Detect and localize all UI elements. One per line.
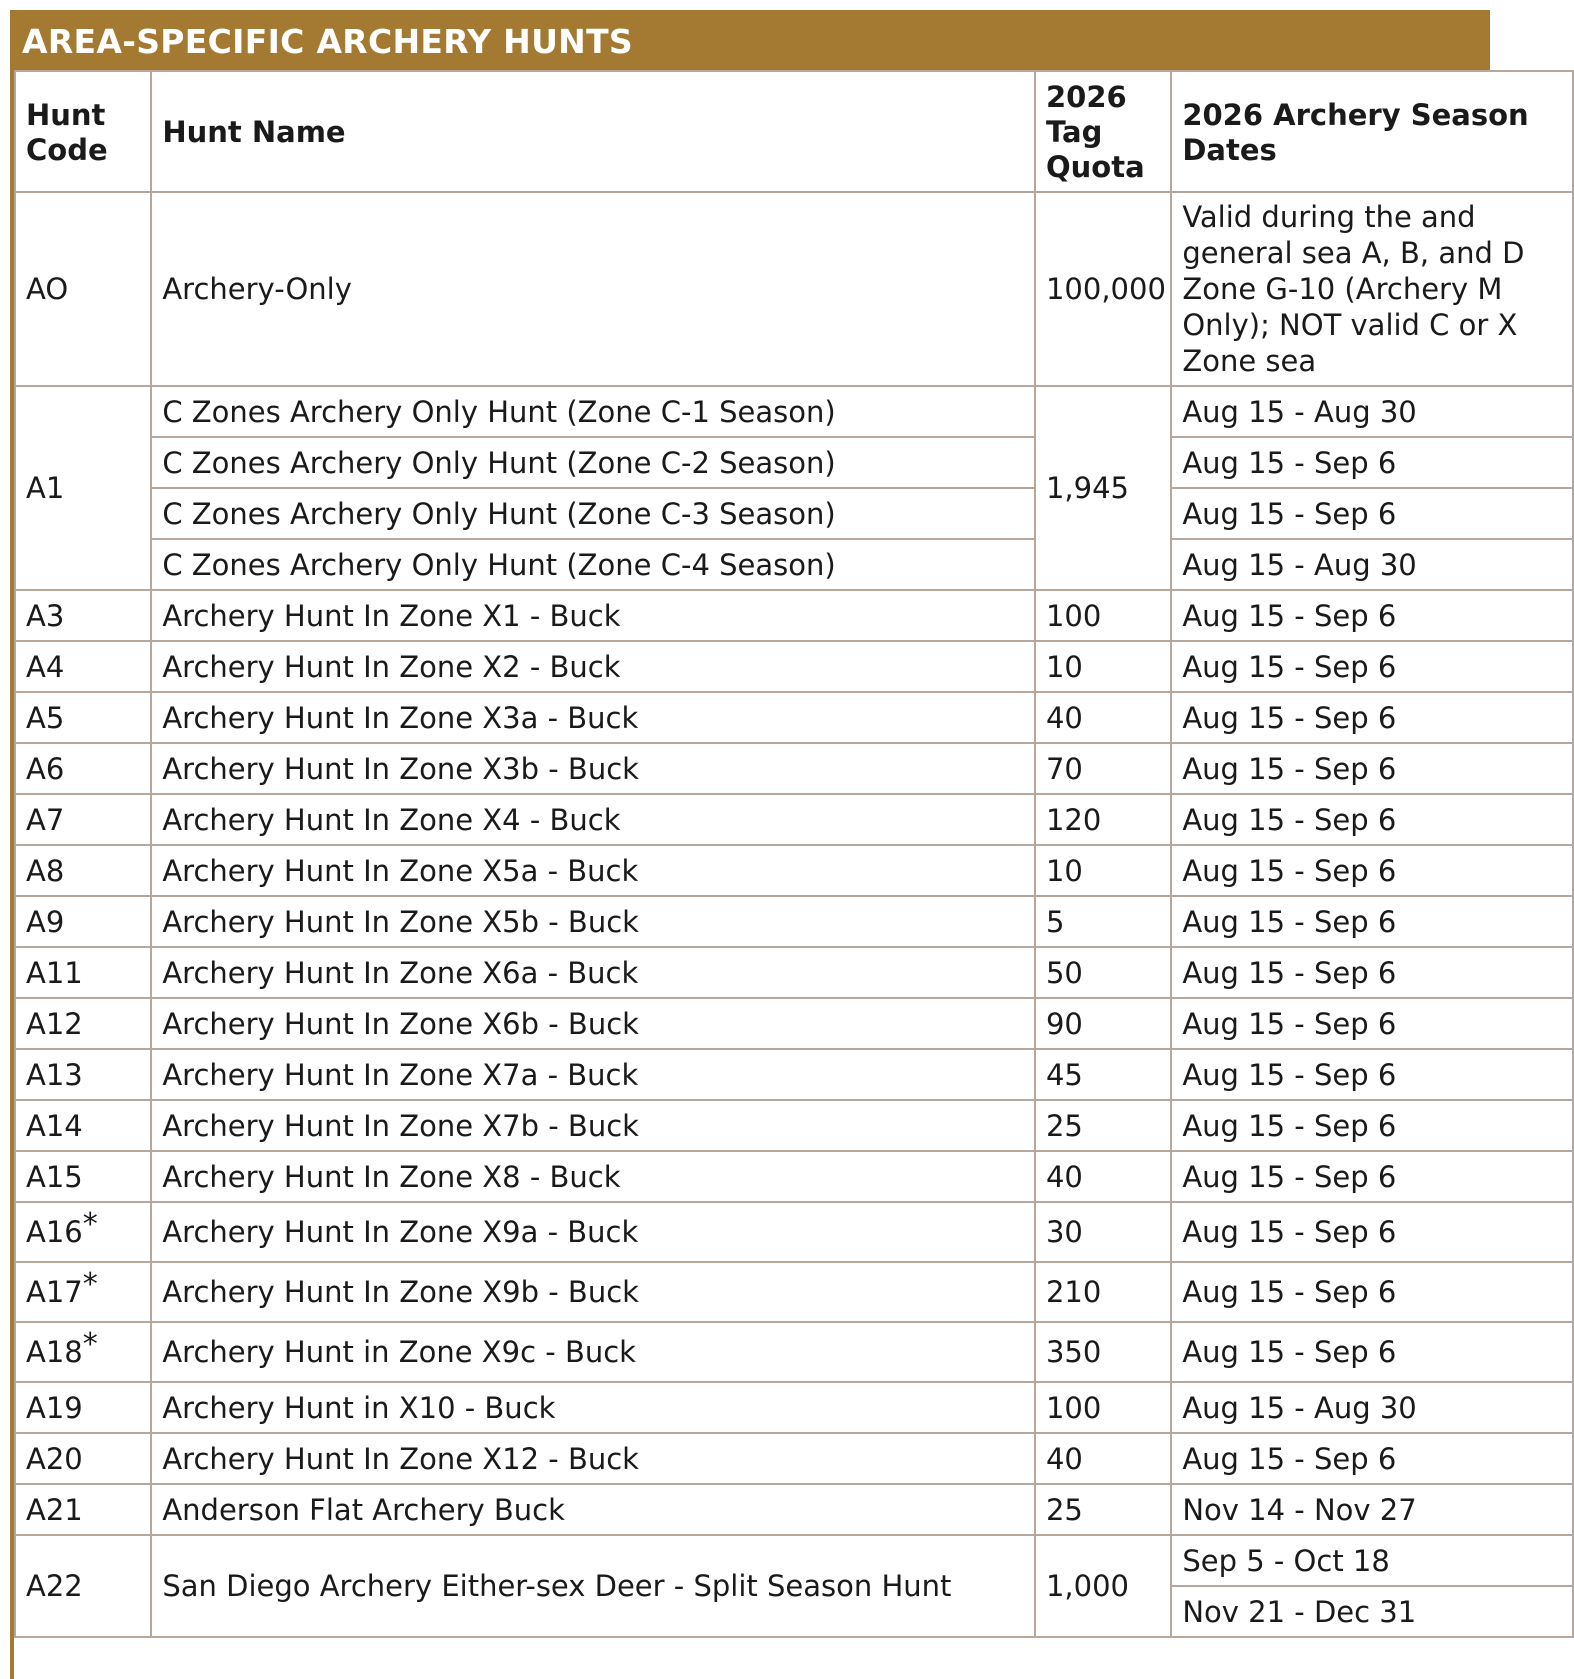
hunt-name-cell: Archery Hunt In Zone X6b - Buck xyxy=(151,998,1035,1049)
table-row xyxy=(15,1100,1573,1151)
header-tag-quota: 2026 Tag Quota xyxy=(1035,71,1171,192)
hunt-name-cell: Archery Hunt In Zone X9b - Buck xyxy=(151,1262,1035,1322)
season-dates-cell: Aug 15 - Sep 6 xyxy=(1171,998,1573,1049)
panel-title: AREA-SPECIFIC ARCHERY HUNTS xyxy=(14,14,1490,70)
tag-quota-cell: 45 xyxy=(1035,1049,1171,1100)
table-row xyxy=(15,539,1573,590)
hunt-code-cell: AO xyxy=(15,192,151,386)
tag-quota-cell: 30 xyxy=(1035,1202,1171,1262)
hunt-name-cell: San Diego Archery Either-sex Deer - Split Season Hunt xyxy=(151,1535,1035,1637)
tag-quota-cell: 1,000 xyxy=(1035,1535,1171,1637)
table-row xyxy=(15,947,1573,998)
hunt-name-cell: Archery-Only xyxy=(151,192,1035,386)
tag-quota-cell: 40 xyxy=(1035,1151,1171,1202)
tag-quota-cell: 25 xyxy=(1035,1484,1171,1535)
hunt-code-text: A16 xyxy=(26,1215,83,1249)
hunt-code-text: A18 xyxy=(26,1335,83,1369)
tag-quota-cell: 40 xyxy=(1035,692,1171,743)
season-dates-cell: Aug 15 - Sep 6 xyxy=(1171,641,1573,692)
hunt-code-cell: A13 xyxy=(15,1049,151,1100)
table-row xyxy=(15,1382,1573,1433)
hunt-code-cell xyxy=(15,1262,151,1322)
hunt-code-cell: A19 xyxy=(15,1382,151,1433)
header-hunt-code: Hunt Code xyxy=(15,71,151,192)
table-row xyxy=(15,437,1573,488)
hunt-code-cell: A6 xyxy=(15,743,151,794)
tag-quota-cell: 100,000 xyxy=(1035,192,1171,386)
table-row xyxy=(15,641,1573,692)
table-row xyxy=(15,1202,1573,1262)
tag-quota-cell: 25 xyxy=(1035,1100,1171,1151)
hunt-name-cell: Archery Hunt In Zone X7a - Buck xyxy=(151,1049,1035,1100)
footnote-marker: * xyxy=(82,1207,98,1242)
hunt-code-cell: A20 xyxy=(15,1433,151,1484)
table-row xyxy=(15,1535,1573,1586)
hunt-code-text: A17 xyxy=(26,1275,83,1309)
table-row xyxy=(15,488,1573,539)
table-row xyxy=(15,1262,1573,1322)
table-row xyxy=(15,192,1573,386)
season-dates-cell: Sep 5 - Oct 18 xyxy=(1171,1535,1573,1586)
hunt-name-cell: Archery Hunt In Zone X12 - Buck xyxy=(151,1433,1035,1484)
hunt-code-cell: A8 xyxy=(15,845,151,896)
tag-quota-cell: 1,945 xyxy=(1035,386,1171,590)
hunt-name-cell: Archery Hunt In Zone X7b - Buck xyxy=(151,1100,1035,1151)
season-dates-cell: Aug 15 - Sep 6 xyxy=(1171,1433,1573,1484)
hunt-name-cell: Archery Hunt In Zone X3b - Buck xyxy=(151,743,1035,794)
hunt-name-cell: Archery Hunt in Zone X9c - Buck xyxy=(151,1322,1035,1382)
tag-quota-cell: 210 xyxy=(1035,1262,1171,1322)
hunt-code-cell: A4 xyxy=(15,641,151,692)
hunt-name-cell: Archery Hunt In Zone X5b - Buck xyxy=(151,896,1035,947)
season-dates-cell: Aug 15 - Sep 6 xyxy=(1171,845,1573,896)
season-dates-cell: Aug 15 - Sep 6 xyxy=(1171,488,1573,539)
tag-quota-cell: 5 xyxy=(1035,896,1171,947)
season-dates-cell: Aug 15 - Sep 6 xyxy=(1171,794,1573,845)
hunt-name-cell: Archery Hunt In Zone X5a - Buck xyxy=(151,845,1035,896)
hunt-name-cell: C Zones Archery Only Hunt (Zone C-4 Season) xyxy=(151,539,1035,590)
hunt-code-cell: A21 xyxy=(15,1484,151,1535)
hunt-name-cell: Anderson Flat Archery Buck xyxy=(151,1484,1035,1535)
season-dates-cell: Nov 21 - Dec 31 xyxy=(1171,1586,1573,1637)
table-row xyxy=(15,386,1573,437)
season-dates-cell: Aug 15 - Aug 30 xyxy=(1171,386,1573,437)
hunt-name-cell: Archery Hunt In Zone X9a - Buck xyxy=(151,1202,1035,1262)
tag-quota-cell: 10 xyxy=(1035,641,1171,692)
table-row xyxy=(15,794,1573,845)
hunt-name-cell: Archery Hunt In Zone X6a - Buck xyxy=(151,947,1035,998)
season-dates-cell: Aug 15 - Sep 6 xyxy=(1171,1262,1573,1322)
hunts-table xyxy=(14,70,1574,1638)
hunt-name-cell: Archery Hunt In Zone X3a - Buck xyxy=(151,692,1035,743)
table-row xyxy=(15,845,1573,896)
hunt-name-cell: C Zones Archery Only Hunt (Zone C-2 Season) xyxy=(151,437,1035,488)
archery-hunts-panel xyxy=(10,10,1529,1679)
tag-quota-cell: 100 xyxy=(1035,1382,1171,1433)
season-dates-cell: Aug 15 - Sep 6 xyxy=(1171,947,1573,998)
table-row xyxy=(15,1049,1573,1100)
tag-quota-cell: 50 xyxy=(1035,947,1171,998)
season-dates-cell: Aug 15 - Sep 6 xyxy=(1171,1322,1573,1382)
season-dates-cell: Aug 15 - Sep 6 xyxy=(1171,1100,1573,1151)
footnote-marker: * xyxy=(82,1267,98,1302)
hunt-name-cell: C Zones Archery Only Hunt (Zone C-1 Season) xyxy=(151,386,1035,437)
season-dates-cell: Aug 15 - Sep 6 xyxy=(1171,896,1573,947)
season-dates-cell: Aug 15 - Aug 30 xyxy=(1171,1382,1573,1433)
hunt-code-cell: A22 xyxy=(15,1535,151,1637)
hunt-code-cell: A11 xyxy=(15,947,151,998)
table-row xyxy=(15,590,1573,641)
hunt-code-cell: A7 xyxy=(15,794,151,845)
hunt-code-cell: A5 xyxy=(15,692,151,743)
footnote-marker: * xyxy=(82,1327,98,1362)
hunt-code-cell: A1 xyxy=(15,386,151,590)
season-dates-cell: Aug 15 - Sep 6 xyxy=(1171,1151,1573,1202)
season-dates-cell: Aug 15 - Sep 6 xyxy=(1171,692,1573,743)
hunt-name-cell: Archery Hunt In Zone X8 - Buck xyxy=(151,1151,1035,1202)
table-row xyxy=(15,692,1573,743)
hunt-code-cell: A14 xyxy=(15,1100,151,1151)
season-dates-cell: Aug 15 - Sep 6 xyxy=(1171,1202,1573,1262)
table-row xyxy=(15,1433,1573,1484)
header-season-dates: 2026 Archery Season Dates xyxy=(1171,71,1573,192)
header-row xyxy=(15,71,1573,192)
header-hunt-name: Hunt Name xyxy=(151,71,1035,192)
hunt-name-cell: C Zones Archery Only Hunt (Zone C-3 Season) xyxy=(151,488,1035,539)
table-row xyxy=(15,896,1573,947)
hunt-code-cell: A9 xyxy=(15,896,151,947)
tag-quota-cell: 70 xyxy=(1035,743,1171,794)
tag-quota-cell: 120 xyxy=(1035,794,1171,845)
season-dates-cell: Aug 15 - Sep 6 xyxy=(1171,743,1573,794)
table-row xyxy=(15,1151,1573,1202)
season-dates-cell: Valid during the and general sea A, B, and D Zone G-10 (Archery M Only); NOT valid C or X Zone sea xyxy=(1171,192,1573,386)
tag-quota-cell: 350 xyxy=(1035,1322,1171,1382)
tag-quota-cell: 100 xyxy=(1035,590,1171,641)
season-dates-cell: Nov 14 - Nov 27 xyxy=(1171,1484,1573,1535)
hunt-code-cell xyxy=(15,1202,151,1262)
season-dates-cell: Aug 15 - Sep 6 xyxy=(1171,437,1573,488)
season-dates-cell: Aug 15 - Sep 6 xyxy=(1171,1049,1573,1100)
hunt-code-cell: A12 xyxy=(15,998,151,1049)
table-row xyxy=(15,998,1573,1049)
hunt-code-cell: A3 xyxy=(15,590,151,641)
season-dates-cell: Aug 15 - Sep 6 xyxy=(1171,590,1573,641)
season-dates-cell: Aug 15 - Aug 30 xyxy=(1171,539,1573,590)
hunt-name-cell: Archery Hunt In Zone X4 - Buck xyxy=(151,794,1035,845)
tag-quota-cell: 40 xyxy=(1035,1433,1171,1484)
tag-quota-cell: 10 xyxy=(1035,845,1171,896)
hunt-name-cell: Archery Hunt in X10 - Buck xyxy=(151,1382,1035,1433)
table-row xyxy=(15,1484,1573,1535)
hunt-code-cell: A15 xyxy=(15,1151,151,1202)
table-row xyxy=(15,1322,1573,1382)
hunt-code-cell xyxy=(15,1322,151,1382)
hunt-name-cell: Archery Hunt In Zone X1 - Buck xyxy=(151,590,1035,641)
tag-quota-cell: 90 xyxy=(1035,998,1171,1049)
table-row xyxy=(15,743,1573,794)
hunt-name-cell: Archery Hunt In Zone X2 - Buck xyxy=(151,641,1035,692)
